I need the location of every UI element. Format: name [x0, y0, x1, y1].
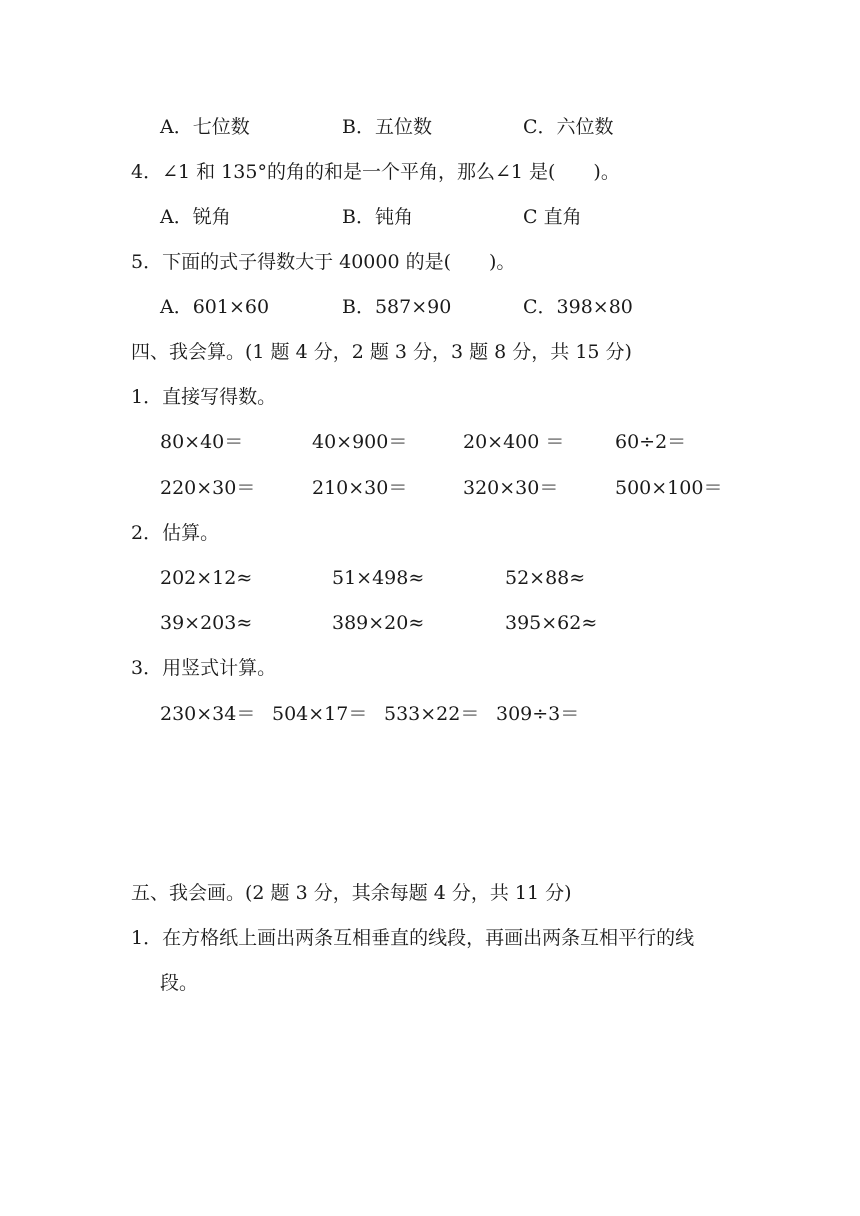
section-4-title: 四、我会算。(1 题 4 分，2 题 3 分，3 题 8 分，共 15 分)	[131, 341, 632, 363]
oral-calc-item: 60÷2＝	[615, 431, 687, 453]
q5-option-c: C．398×80	[523, 296, 633, 318]
q4-option-c: C 直角	[523, 206, 582, 228]
q5-option-b: B．587×90	[342, 296, 452, 318]
q4-option-b: B．钝角	[342, 206, 413, 228]
oral-calc-item: 220×30＝	[160, 477, 256, 499]
estimate-item: 51×498≈	[332, 567, 425, 589]
question-4-stem: 4．∠1 和 135°的角的和是一个平角，那么∠1 是( )。	[131, 161, 620, 183]
oral-calc-item: 80×40＝	[160, 431, 244, 453]
oral-calc-item: 20×400 ＝	[463, 431, 565, 453]
vertical-calc-item: 504×17＝	[272, 703, 368, 725]
section-5-part-1-line-2: 段。	[160, 972, 199, 994]
vertical-calc-item: 533×22＝	[384, 703, 480, 725]
vertical-calc-item: 230×34＝	[160, 703, 256, 725]
q5-option-a: A．601×60	[160, 296, 270, 318]
q3-option-a: A．七位数	[160, 116, 250, 138]
section-4-part-1-label: 1．直接写得数。	[131, 386, 277, 408]
estimate-item: 389×20≈	[332, 612, 425, 634]
estimate-item: 395×62≈	[505, 612, 598, 634]
oral-calc-item: 500×100＝	[615, 477, 723, 499]
section-5-title: 五、我会画。(2 题 3 分，其余每题 4 分，共 11 分)	[131, 882, 572, 904]
section-4-part-3-label: 3．用竖式计算。	[131, 657, 277, 679]
question-5-stem: 5．下面的式子得数大于 40000 的是( )。	[131, 251, 516, 273]
section-4-part-2-label: 2．估算。	[131, 522, 220, 544]
estimate-item: 52×88≈	[505, 567, 586, 589]
q3-option-b: B．五位数	[342, 116, 432, 138]
oral-calc-item: 40×900＝	[312, 431, 408, 453]
q3-option-c: C．六位数	[523, 116, 614, 138]
oral-calc-item: 210×30＝	[312, 477, 408, 499]
section-5-part-1-line-1: 1．在方格纸上画出两条互相垂直的线段，再画出两条互相平行的线	[131, 927, 695, 949]
oral-calc-item: 320×30＝	[463, 477, 559, 499]
estimate-item: 39×203≈	[160, 612, 253, 634]
vertical-calc-item: 309÷3＝	[496, 703, 580, 725]
estimate-item: 202×12≈	[160, 567, 253, 589]
q4-option-a: A．锐角	[160, 206, 231, 228]
